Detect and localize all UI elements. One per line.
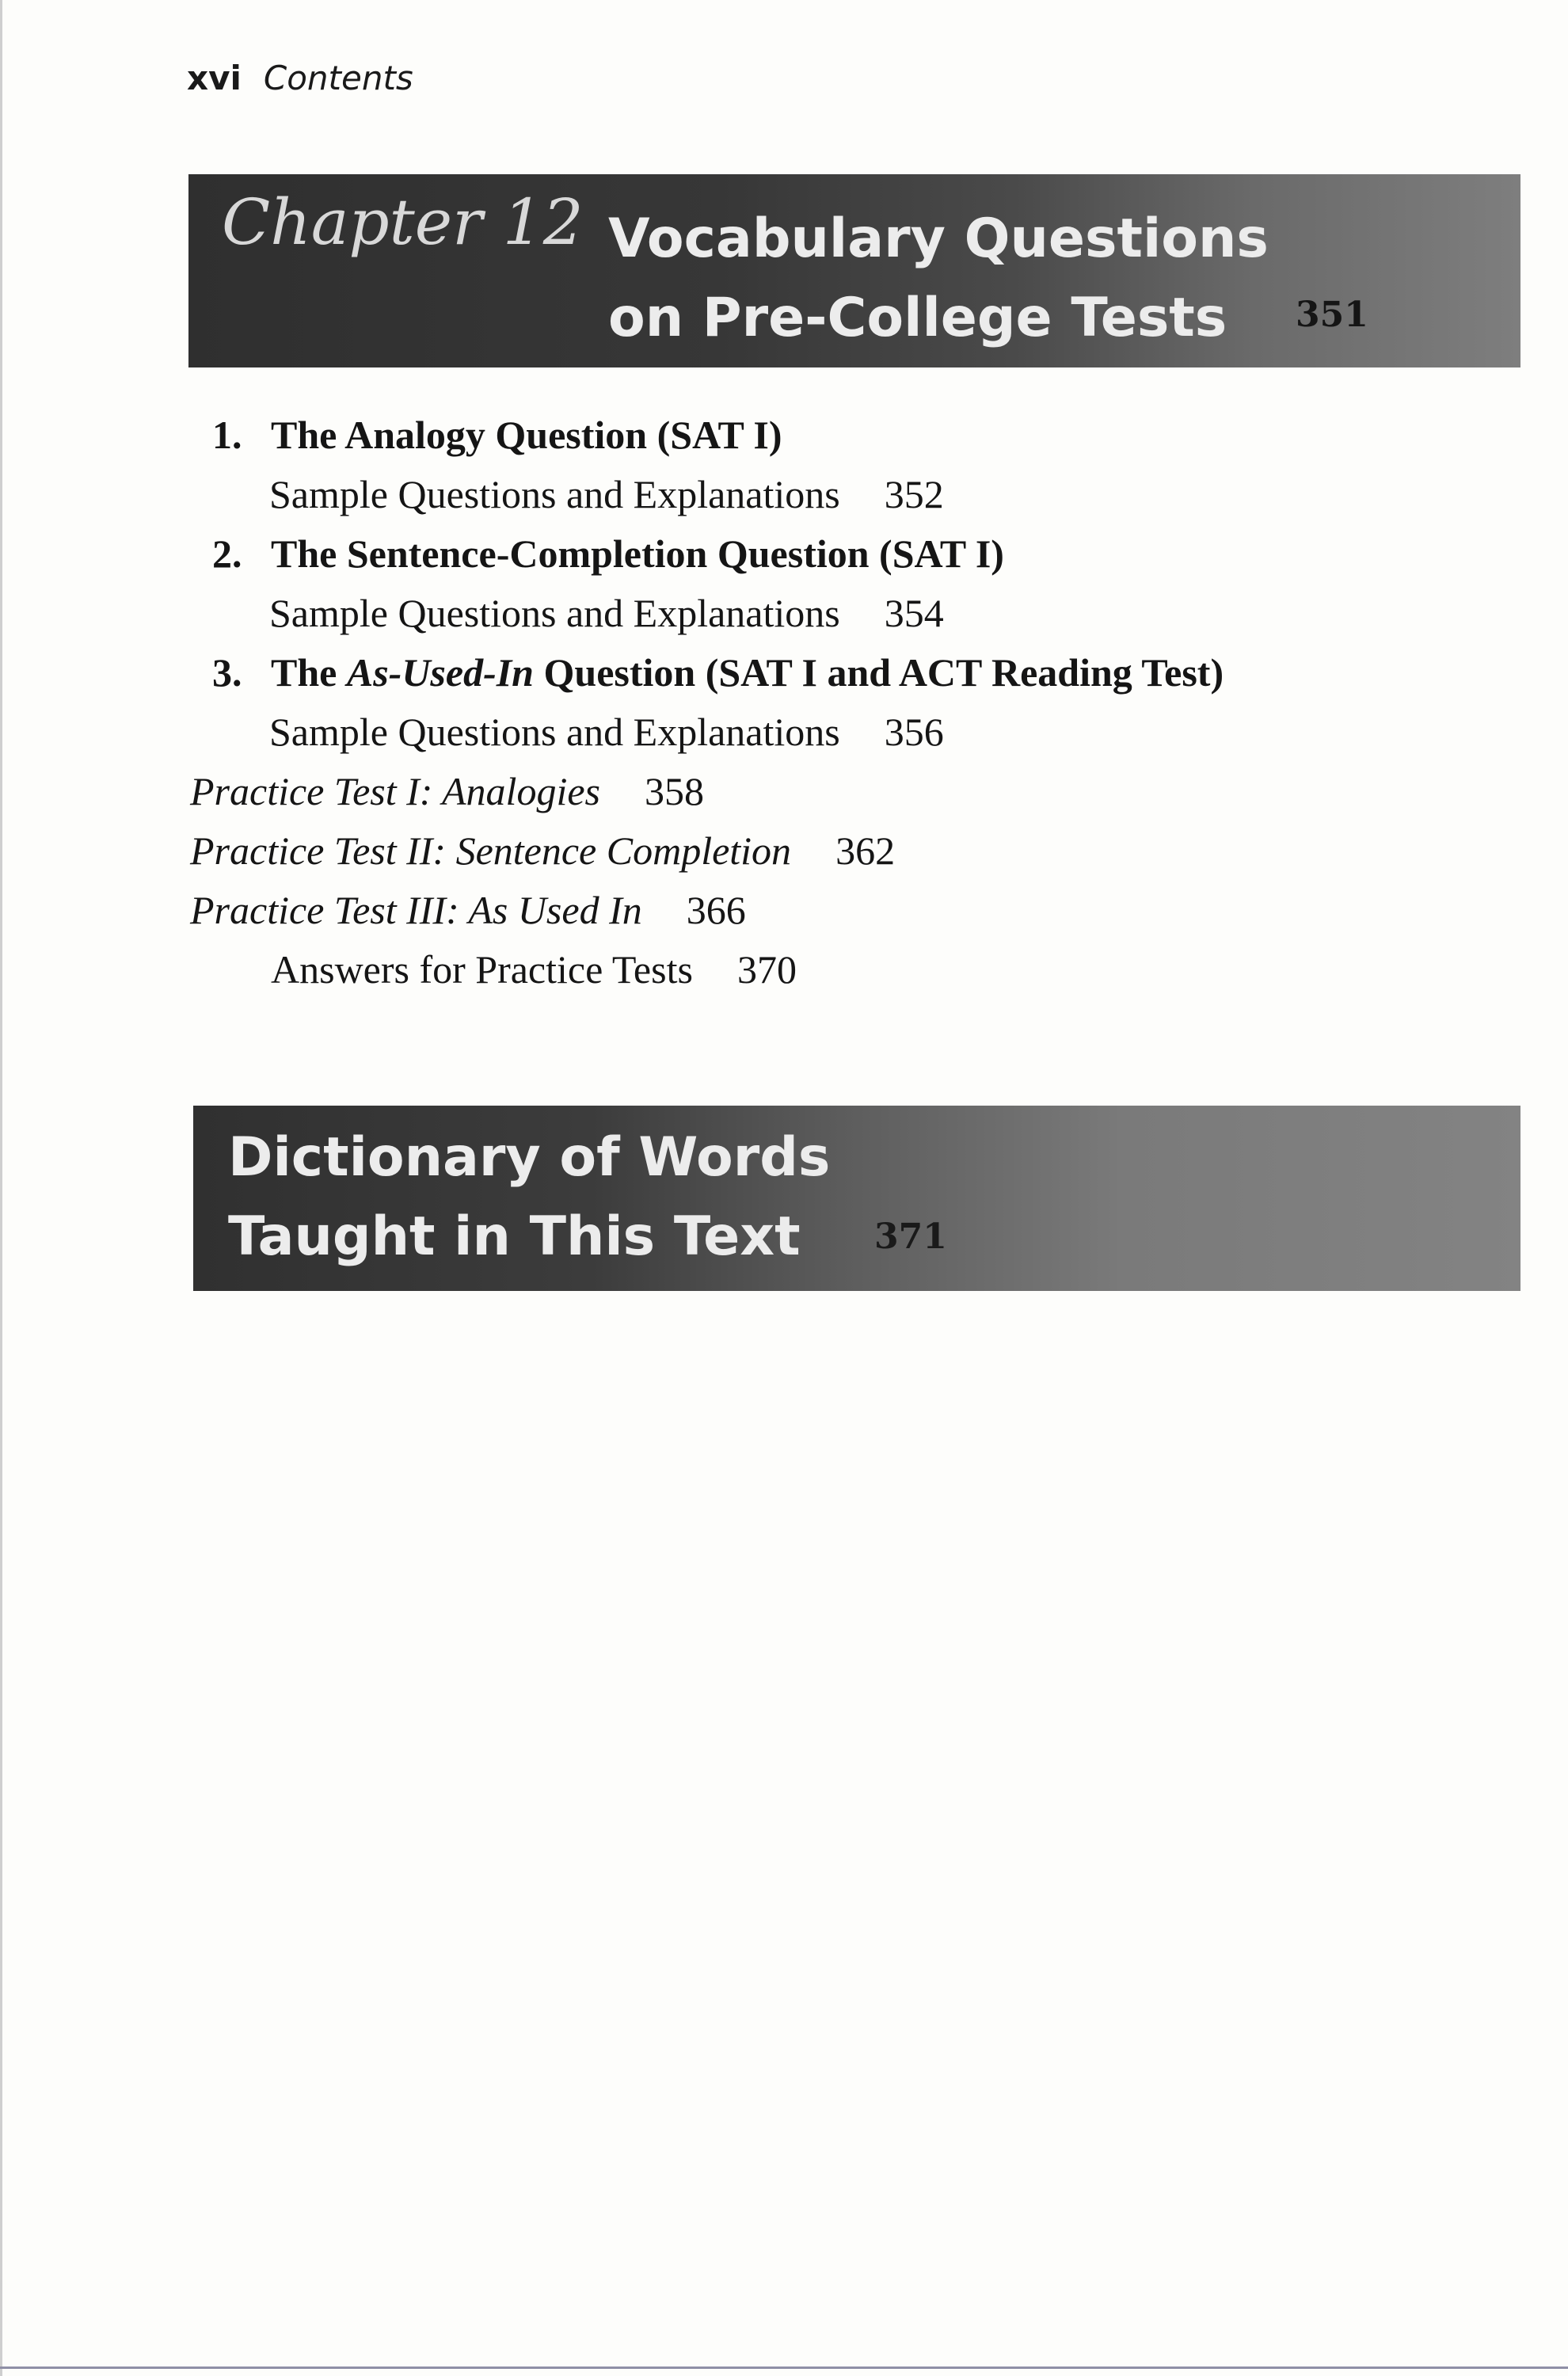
running-head-title: Contents bbox=[263, 59, 413, 97]
practice-test-page: 366 bbox=[686, 888, 746, 932]
subentry-title: Sample Questions and Explanations bbox=[269, 710, 840, 754]
practice-test-title: Practice Test II: Sentence Completion bbox=[190, 828, 792, 873]
chapter-page-number: 351 bbox=[1296, 295, 1368, 335]
subentry-page: 356 bbox=[884, 710, 944, 754]
answers-page: 370 bbox=[736, 947, 797, 992]
page-edge bbox=[0, 0, 2, 2376]
section-title-before: The bbox=[271, 650, 347, 695]
page-bottom-edge bbox=[0, 2366, 1568, 2369]
subentry-page: 354 bbox=[884, 591, 944, 635]
section-number: 2. bbox=[212, 531, 242, 576]
table-of-contents bbox=[190, 406, 1489, 1000]
chapter-title-line-2: on Pre-College Tests bbox=[608, 287, 1227, 349]
subentry-title: Sample Questions and Explanations bbox=[269, 472, 840, 516]
section-number: 1. bbox=[212, 413, 242, 457]
running-head bbox=[187, 59, 413, 97]
practice-test-page: 358 bbox=[645, 769, 704, 813]
dictionary-title-line-2: Taught in This Text bbox=[228, 1205, 801, 1268]
practice-test-title: Practice Test III: As Used In bbox=[190, 888, 642, 932]
toc-section-3[interactable] bbox=[190, 643, 1489, 703]
practice-test-page: 362 bbox=[835, 828, 896, 873]
section-number: 3. bbox=[212, 650, 242, 695]
toc-subentry-1[interactable] bbox=[190, 465, 1489, 524]
toc-answers[interactable] bbox=[190, 940, 1489, 1000]
subentry-page: 352 bbox=[884, 472, 944, 516]
dictionary-page-number: 371 bbox=[874, 1217, 947, 1257]
subentry-title: Sample Questions and Explanations bbox=[269, 591, 840, 635]
section-title-after: Question (SAT I and ACT Reading Test) bbox=[534, 650, 1224, 695]
section-title-emphasis: As-Used-In bbox=[346, 650, 534, 695]
dictionary-title-line-1: Dictionary of Words bbox=[228, 1126, 831, 1189]
practice-test-title: Practice Test I: Analogies bbox=[190, 769, 600, 813]
section-title: The Sentence-Completion Question (SAT I) bbox=[271, 531, 1004, 576]
chapter-title-line-1: Vocabulary Questions bbox=[608, 208, 1269, 270]
answers-title: Answers for Practice Tests bbox=[271, 947, 693, 992]
toc-practice-test-1[interactable] bbox=[190, 762, 1489, 821]
chapter-title bbox=[608, 200, 1269, 358]
toc-section-2[interactable] bbox=[190, 524, 1489, 584]
page-number: xvi bbox=[187, 59, 242, 97]
chapter-heading-band bbox=[188, 174, 1520, 367]
toc-practice-test-3[interactable] bbox=[190, 881, 1489, 940]
chapter-label: Chapter 12 bbox=[222, 185, 584, 259]
toc-section-1[interactable] bbox=[190, 406, 1489, 465]
section-title: The Analogy Question (SAT I) bbox=[271, 413, 782, 457]
dictionary-heading-band[interactable] bbox=[193, 1106, 1520, 1291]
section-title bbox=[271, 643, 1224, 703]
toc-subentry-3[interactable] bbox=[190, 703, 1489, 762]
toc-practice-test-2[interactable] bbox=[190, 821, 1489, 881]
dictionary-title bbox=[228, 1118, 830, 1277]
toc-subentry-2[interactable] bbox=[190, 584, 1489, 643]
